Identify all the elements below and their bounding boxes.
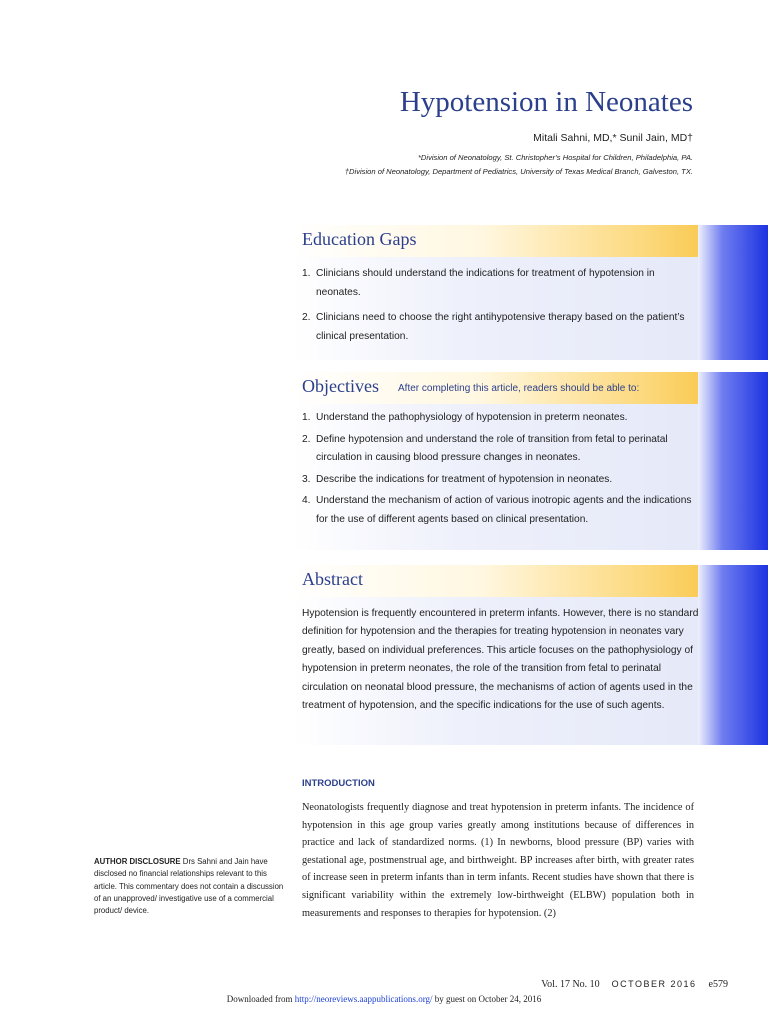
objectives-panel — [292, 372, 768, 550]
footer-date: OCTOBER 2016 — [611, 979, 697, 989]
disclosure-label: AUTHOR DISCLOSURE — [94, 857, 181, 866]
introduction-heading: INTRODUCTION — [302, 778, 375, 789]
list-item: 1. Clinicians should understand the indications for treatment of hypotension in neonates. — [302, 268, 655, 298]
list-item: 2. Define hypotension and understand the role of transition from fetal to perinatal circulation in causing blood pressure changes in neonates. — [302, 433, 668, 463]
article-title: Hypotension in Neonates — [399, 86, 693, 118]
abstract-text: Hypotension is frequently encountered in preterm infants. However, there is no standard definition for hypotension and the therapies for treating hypotension in neonates vary greatly, based on individual preferences. This article focuses on the pathophysiology of hypotension in preterm neonates, the role of the transition from fetal to perinatal circulation on neonatal blood pressure, the mechanisms of action of agents used in the treatment of hypotension, and the specific indications for the use of such agents. — [302, 608, 699, 712]
panel-accent-bar — [698, 225, 768, 360]
education-gaps-panel — [292, 225, 768, 360]
objectives-header — [292, 372, 768, 404]
education-gaps-list — [302, 265, 697, 353]
abstract-heading: Abstract — [302, 569, 363, 589]
education-gaps-heading: Education Gaps — [302, 229, 417, 249]
abstract-header — [292, 565, 768, 597]
download-suffix: by guest on October 24, 2016 — [432, 994, 542, 1004]
list-item: 4. Understand the mechanism of action of various inotropic agents and the indications for the use of different agents based on clinical presentation. — [302, 495, 692, 525]
affiliation-1: *Division of Neonatology, St. Christopher’s Hospital for Children, Philadelphia, PA. — [417, 153, 693, 162]
panel-accent-bar — [698, 372, 768, 550]
affiliation-2: †Division of Neonatology, Department of Pediatrics, University of Texas Medical Branch, Galveston, TX. — [344, 167, 693, 176]
list-item: 2. Clinicians need to choose the right antihypotensive therapy based on the patient’s clinical presentation. — [302, 312, 685, 342]
list-item: 1. Understand the pathophysiology of hypotension in preterm neonates. — [302, 412, 628, 423]
footer-volume: Vol. 17 No. 10 — [541, 979, 600, 990]
download-prefix: Downloaded from — [226, 994, 295, 1004]
list-item: 3. Describe the indications for treatment of hypotension in neonates. — [302, 473, 613, 485]
download-link[interactable]: http://neoreviews.aappublications.org/ — [294, 994, 433, 1004]
objectives-heading: Objectives — [302, 376, 379, 396]
download-notice — [0, 994, 768, 1004]
education-gaps-header — [292, 225, 768, 257]
footer-page: e579 — [708, 979, 728, 990]
panel-accent-bar — [698, 565, 768, 745]
objectives-subheading: After completing this article, readers should be able to: — [398, 383, 640, 394]
abstract-panel — [292, 565, 768, 745]
introduction-text: Neonatologists frequently diagnose and treat hypotension in preterm infants. The incidence of hypotension in this age group varies greatly among institutions because of differences in practice and lack of standardized norms. (1) In newborns, blood pressure (BP) varies with gestational age, postmenstrual age, and birthweight. BP increases after birth, with greater rates of increase seen in preterm infants than in term infants. Recent studies have shown that there is significant variability within the extremely low-birthweight (ELBW) population both in measurements and responses to therapies for hypotension. (2) — [302, 802, 694, 919]
objectives-list — [302, 409, 697, 532]
footer-citation — [541, 979, 728, 990]
disclosure-text: Drs Sahni and Jain have disclosed no financial relationships relevant to this article. This commentary does not contain a discussion of an unapproved/ investigative use of a commercial product/ device. — [94, 857, 284, 916]
author-disclosure — [94, 856, 284, 917]
author-line: Mitali Sahni, MD,* Sunil Jain, MD† — [533, 132, 693, 144]
